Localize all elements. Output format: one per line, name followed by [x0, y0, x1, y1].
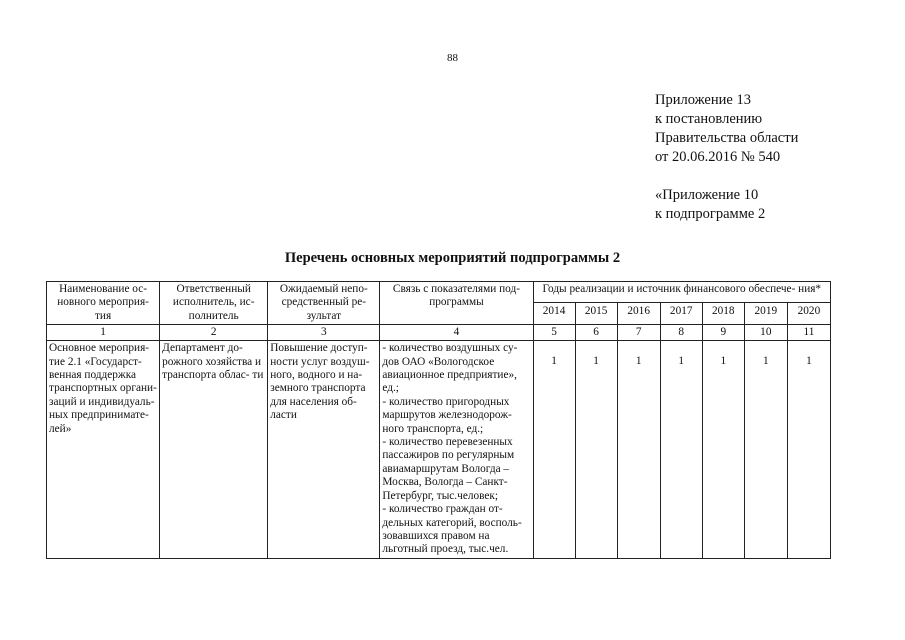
cell-year-value: 1 — [617, 341, 660, 559]
cell-expected-result: Повышение доступ- ности услуг воздуш- ного, водного и на- земного транспорта для населения об- ласти — [268, 341, 380, 559]
cell-executor: Департамент до- рожного хозяйства и транспорта облас- ти — [160, 341, 268, 559]
column-number: 7 — [617, 325, 660, 341]
appendix-sub-line: «Приложение 10 — [655, 187, 759, 203]
header-year: 2016 — [617, 302, 660, 325]
header-year: 2018 — [702, 302, 744, 325]
appendix-spacer — [655, 167, 798, 186]
cell-year-value: 1 — [787, 341, 830, 559]
header-expected-result: Ожидаемый непо- средственный ре- зультат — [268, 282, 380, 325]
indicator-item: - количество воздушных су- дов ОАО «Вологодское авиационное предприятие», ед.; — [382, 342, 518, 395]
column-number: 1 — [47, 325, 160, 341]
column-number: 2 — [160, 325, 268, 341]
header-year: 2017 — [660, 302, 702, 325]
cell-indicators — [380, 341, 533, 559]
header-measure-name: Наименование ос- новного мероприя- тия — [47, 282, 160, 325]
page-number: 88 — [447, 52, 458, 64]
indicator-item: - количество пригородных маршрутов железнодорож- ного транспорта, ед.; — [382, 395, 512, 435]
column-number: 11 — [787, 325, 830, 341]
header-executor: Ответственный исполнитель, ис- полнитель — [160, 282, 268, 325]
appendix-sub-line: к подпрограмме 2 — [655, 206, 766, 222]
measures-table — [46, 281, 831, 559]
column-number: 6 — [575, 325, 617, 341]
header-indicators: Связь с показателями под- программы — [380, 282, 533, 325]
header-years-group: Годы реализации и источник финансового обеспече- ния* — [533, 282, 830, 303]
indicator-item: - количество граждан от- дельных категорий, восполь- зовавшихся правом на льготный проезд, тыс.чел. — [382, 503, 522, 556]
header-year: 2020 — [787, 302, 830, 325]
appendix-line: Правительства области — [655, 130, 799, 146]
column-number: 9 — [702, 325, 744, 341]
appendix-line: к постановлению — [655, 111, 763, 127]
column-number: 5 — [533, 325, 575, 341]
cell-year-value: 1 — [575, 341, 617, 559]
indicator-item: - количество перевезенных пассажиров по регулярным авиамаршрутам Вологда – Москва, Вологда – Санкт- Петербург, тыс.человек; — [382, 436, 515, 502]
appendix-line: Приложение 13 — [655, 92, 751, 108]
document-title: Перечень основных мероприятий подпрограммы 2 — [284, 250, 621, 266]
cell-year-value: 1 — [744, 341, 787, 559]
appendix-block — [655, 91, 798, 224]
cell-year-value: 1 — [702, 341, 744, 559]
column-number: 8 — [660, 325, 702, 341]
header-year: 2019 — [744, 302, 787, 325]
column-number: 4 — [380, 325, 533, 341]
appendix-line: от 20.06.2016 № 540 — [655, 149, 781, 165]
column-number: 10 — [744, 325, 787, 341]
column-number: 3 — [268, 325, 380, 341]
header-year: 2015 — [575, 302, 617, 325]
cell-year-value: 1 — [660, 341, 702, 559]
cell-year-value: 1 — [533, 341, 575, 559]
cell-measure-name: Основное мероприя- тие 2.1 «Государст- венная поддержка транспортных органи- заций и индивидуаль- ных предпринимате- лей» — [47, 341, 160, 559]
header-year: 2014 — [533, 302, 575, 325]
